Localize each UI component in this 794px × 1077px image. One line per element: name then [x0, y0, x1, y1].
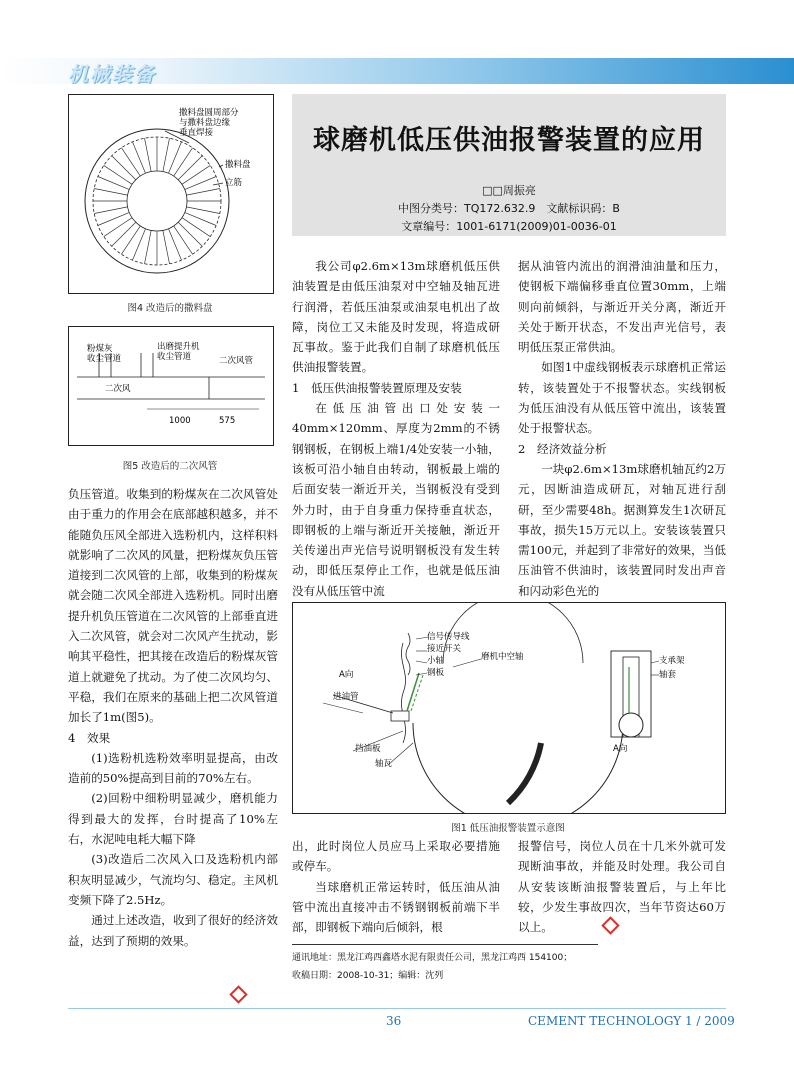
spoke-line	[168, 142, 181, 173]
journal-name: CEMENT TECHNOLOGY 1 / 2009	[528, 1014, 735, 1028]
left-paragraph: (3)改造后二次风入口及选粉机内部积灰明显减少，气流均匀、稳定。主风机变频下降了2.5Hz。	[68, 852, 278, 907]
fig1-label-a-view: A向	[613, 744, 628, 754]
spoke-line	[182, 218, 210, 237]
spoke-line	[163, 138, 170, 171]
article-number: 文章编号：1001-6171(2009)01-0036-01	[401, 220, 617, 233]
bottom-mid-paragraph: 当球磨机正常运转时，低压油从油管中流出直接冲击不锈钢钢板前端下半部，即钢板下端向后倾斜，根	[292, 879, 500, 935]
figure-4-drawing	[69, 95, 273, 293]
footnote-address: 通讯地址：黑龙江鸡西鑫塔水泥有限责任公司，黑龙江鸡西 154100；	[292, 953, 573, 963]
spoke-line	[185, 177, 216, 190]
figure-5	[68, 326, 274, 446]
fig1-label-oil-pipe: 进油管	[333, 692, 359, 702]
mid-paragraph: 在低压油管出口处安装一40mm×120mm、厚度为2mm的不锈钢钢板，在钢板上端1/4处安装一小轴，该板可沿小轴自由转动，钢板最上端的后面安装一渐近开关，当钢板没有受到外力时，由于自身重力保持垂直状态，即钢板的上端与渐近开关接触，渐近开关传递出声光信号说明钢板没有发生转动，即低压泵停止工作，也就是低压油没有从低压管中流	[292, 401, 500, 598]
spoke-line	[174, 226, 193, 254]
spoke-line	[178, 222, 202, 246]
figure-1	[292, 602, 726, 814]
figure-4-caption: 图4 改造后的撒料盘	[127, 303, 213, 314]
section-heading: 4 效果	[68, 730, 111, 745]
fig4-label-3: 垂直焊接	[179, 128, 214, 138]
spoke-line	[186, 207, 219, 214]
spoke-line	[98, 212, 129, 225]
bottom-middle-column	[292, 836, 500, 937]
fig4-label-2: 与撒料盘边缘	[179, 118, 231, 128]
fig5-label-6: 二次风	[105, 384, 131, 394]
left-paragraph: 负压管道。收集到的粉煤灰在二次风管处由于重力的作用会在底部越积越多，并不能随负压风全部进入选粉机内，这样积料就影响了二次风的风量，把粉煤灰负压管道接到二次风管的上部，收集到的粉煤灰就会随二次风全部进入选粉机。同时出磨提升机负压管道在二次风管的上部垂直进入二次风管，就会对二次风产生扰动，影响其平稳性，把其接在改造后的粉煤灰管道上就避免了扰动。为了使二次风均匀、平稳，我们在原来的基础上把二次风管道加长了1m(图5)。	[68, 487, 278, 725]
right-paragraph: 一块φ2.6m×13m球磨机轴瓦约2万元，因断油造成研瓦，对轴瓦进行刮研，至少需要48h。据测算发生1次研瓦事故，损失15万元以上。安装该装置只需100元，并起到了非常好的效果，当低压油管不供油时，该装置同时发出声音和闪动彩色光的	[518, 461, 726, 598]
section-title: 机械装备	[68, 62, 156, 86]
footnote-received: 收稿日期：2008-10-31；编辑：沈列	[292, 971, 444, 981]
mid-paragraph: 我公司φ2.6m×13m球磨机低压供油装置是由低压油泵对中空轴及轴瓦进行润滑，若低压油泵或油泵电机出了故障，岗位工又未能及时发现，将造成研瓦事故。鉴于此我们自制了球磨机低压供油报警装置。	[292, 259, 500, 375]
fig1-label-mill-shaft: 磨机中空轴	[481, 652, 524, 662]
spoke-line	[94, 189, 127, 196]
spoke-line	[121, 148, 140, 176]
left-paragraph: 通过上述改造，收到了很好的经济效益，达到了预期的效果。	[68, 913, 278, 948]
spoke-line	[145, 138, 152, 171]
spoke-line	[168, 229, 181, 260]
left-paragraph: (2)回粉中细粉明显减少，磨机能力得到最大的发挥，台时提高了10%左右，水泥吨电耗大幅下降	[68, 791, 278, 847]
article-author: □□周振亮	[482, 184, 536, 197]
fig1-label-bracket: 支承架	[659, 656, 685, 666]
fig4-label-1: 撒料盘圆周部分	[179, 108, 239, 118]
article-title: 球磨机低压供油报警装置的应用	[313, 125, 705, 156]
fig5-label-7: 1000	[169, 416, 191, 426]
page-number: 36	[386, 1014, 402, 1028]
fig1-label-small-shaft: 小轴	[427, 656, 445, 666]
left-column	[68, 484, 278, 951]
article-classification: 中图分类号：TQ172.632.9 文献标识码：B	[398, 202, 620, 215]
figure-5-caption: 图5 改造后的二次风管	[122, 461, 218, 472]
spoke-line	[186, 189, 219, 196]
spoke-line	[133, 142, 146, 173]
footnote-rule	[292, 944, 598, 945]
right-paragraph: 据从油管内流出的润滑油油量和压力，使钢板下端偏移垂直位置30mm，上端则向前倾斜，与渐近开关分离，渐近开关处于断开状态，不发出声光信号，表明低压泵正常供油。	[518, 259, 726, 355]
spoke-line	[98, 177, 129, 190]
spoke-line	[121, 226, 140, 254]
fig1-label-steel-plate: 钢板	[427, 668, 445, 678]
fig1-label-sleeve: 轴套	[659, 670, 677, 680]
right-paragraph: 如图1中虚线钢板表示球磨机正常运转，该装置处于不报警状态。实线钢板为低压油没有从低压管中流出，该装置处于报警状态。	[518, 360, 726, 436]
spoke-line	[104, 218, 132, 237]
spoke-line	[112, 156, 136, 180]
fig1-label-a-direction: A向	[339, 670, 354, 680]
spoke-line	[185, 212, 216, 225]
figure-4	[68, 94, 274, 294]
spoke-line	[104, 165, 132, 184]
spoke-line	[133, 229, 146, 260]
section-heading: 1 低压供油报警装置原理及安装	[292, 380, 462, 395]
spoke-line	[178, 156, 202, 180]
footer-rule	[68, 1008, 726, 1009]
spoke-line	[145, 230, 152, 263]
fig5-label-5: 二次风管	[219, 356, 254, 366]
left-paragraph: (1)选粉机选粉效率明显提高，由改造前的50%提高到目前的70%左右。	[68, 750, 278, 786]
fig5-label-8: 575	[219, 416, 236, 426]
spoke-line	[182, 165, 210, 184]
bottom-right-column	[518, 836, 726, 937]
fig4-label-4: 撒料盘	[225, 160, 251, 170]
bottom-right-paragraph: 报警信号，岗位人员在十几米外就可发现断油事故，并能及时处理。我公司自从安装该断油报警装置后，与上年比较，少发生事故四次，当年节资达60万以上。	[518, 839, 726, 935]
section-heading: 2 经济效益分析	[518, 441, 607, 456]
spoke-line	[163, 230, 170, 263]
fig5-label-1: 粉煤灰	[87, 344, 113, 354]
figure-1-drawing	[293, 603, 725, 813]
fig5-label-2: 收尘管道	[87, 354, 122, 364]
figure-1-caption: 图1 低压油报警装置示意图	[451, 823, 565, 834]
figure-5-drawing	[69, 327, 273, 445]
fig1-label-proximity-switch: 接近开关	[427, 644, 462, 654]
right-column	[518, 256, 726, 601]
fig5-label-4: 收尘管道	[157, 352, 192, 362]
fig1-label-signal-line: 信号传导线	[427, 632, 470, 642]
fig1-label-oil-block: 挡油板	[355, 744, 381, 754]
spoke-line	[94, 207, 127, 214]
spoke-line	[112, 222, 136, 246]
middle-column	[292, 256, 500, 601]
end-mark-icon	[229, 985, 247, 1003]
bottom-mid-paragraph: 出，此时岗位人员应马上采取必要措施或停车。	[292, 839, 500, 874]
fig5-label-3: 出磨提升机	[157, 342, 200, 352]
spoke-line	[174, 148, 193, 176]
fig1-label-bearing: 轴瓦	[375, 759, 393, 769]
fig4-label-5: 立筋	[225, 178, 243, 188]
